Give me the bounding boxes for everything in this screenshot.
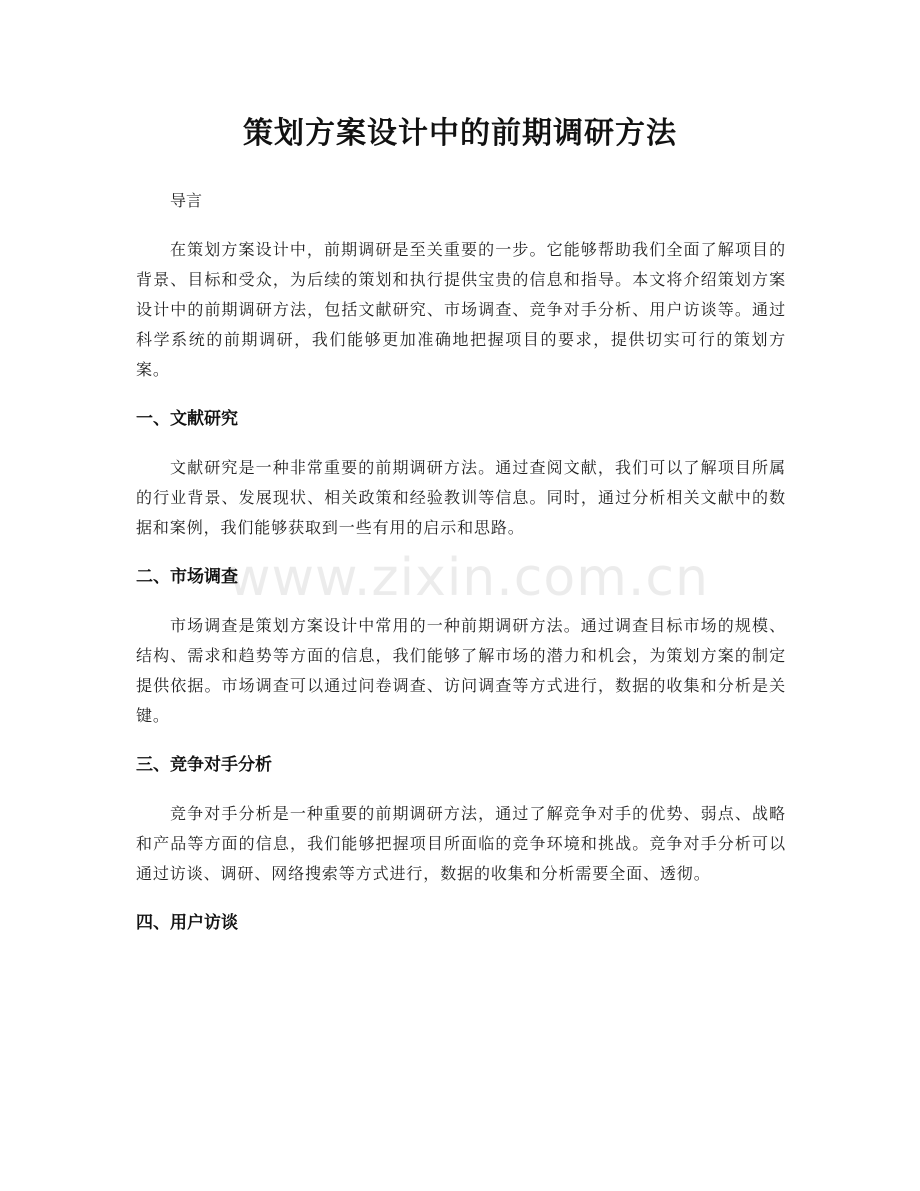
watermark: www.zixin.com.cn — [228, 548, 709, 608]
section-body-market: 市场调查是策划方案设计中常用的一种前期调研方法。通过调查目标市场的规模、结构、需求和趋势等方面的信息，我们能够了解市场的潜力和机会，为策划方案的制定提供依据。市场调查可以通过问卷调查、访问调查等方式进行，数据的收集和分析是关键。 — [136, 616, 786, 725]
intro-paragraph: 在策划方案设计中，前期调研是至关重要的一步。它能够帮助我们全面了解项目的背景、目标和受众，为后续的策划和执行提供宝贵的信息和指导。本文将介绍策划方案设计中的前期调研方法，包括文献研究、市场调查、竞争对手分析、用户访谈等。通过科学系统的前期调研，我们能够更加准确地把握项目的要求，提供切实可行的策划方案。 — [136, 240, 786, 379]
document-body — [136, 186, 786, 957]
section-body-competitor: 竞争对手分析是一种重要的前期调研方法，通过了解竞争对手的优势、弱点、战略和产品等方面的信息，我们能够把握项目所面临的竞争环境和挑战。竞争对手分析可以通过访谈、调研、网络搜索等方式进行，数据的收集和分析需要全面、透彻。 — [136, 804, 786, 883]
section-heading-user-interview: 四、用户访谈 — [136, 913, 238, 933]
section-body-literature: 文献研究是一种非常重要的前期调研方法。通过查阅文献，我们可以了解项目所属的行业背景、发展现状、相关政策和经验教训等信息。同时，通过分析相关文献中的数据和案例，我们能够获取到一些有用的启示和思路。 — [136, 458, 786, 537]
document-title: 策划方案设计中的前期调研方法 — [243, 116, 677, 151]
section-heading-literature: 一、文献研究 — [136, 409, 238, 429]
section-heading-competitor: 三、竞争对手分析 — [136, 755, 272, 775]
section-heading-market: 二、市场调查 — [136, 567, 238, 587]
intro-label: 导言 — [170, 191, 203, 210]
